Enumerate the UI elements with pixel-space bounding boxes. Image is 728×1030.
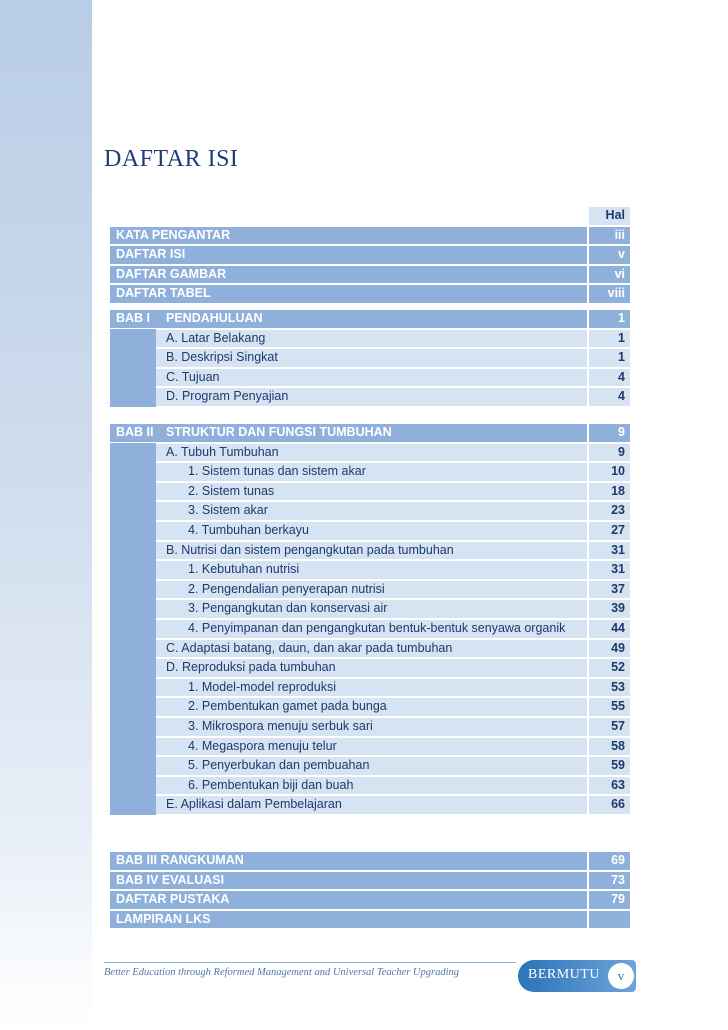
toc-row[interactable]	[110, 387, 630, 407]
toc-page: 18	[589, 483, 630, 501]
toc-label: B. Deskripsi Singkat	[166, 350, 278, 365]
toc-row[interactable]	[110, 717, 630, 737]
toc-label: D. Reproduksi pada tumbuhan	[166, 660, 336, 675]
brand-badge	[518, 960, 636, 992]
chapter-title: PENDAHULUAN	[166, 311, 263, 325]
side-decor-band	[0, 0, 92, 1030]
toc-row[interactable]	[110, 329, 630, 349]
toc-page: viii	[589, 285, 630, 303]
toc-bab2	[110, 423, 630, 815]
toc-row[interactable]	[110, 639, 630, 659]
toc-label: DAFTAR TABEL	[116, 286, 211, 301]
toc-label: KATA PENGANTAR	[116, 227, 231, 242]
toc-label: 2. Sistem tunas	[188, 483, 275, 498]
toc-label: 1. Sistem tunas dan sistem akar	[188, 464, 366, 479]
toc-label: 2. Pengendalian penyerapan nutrisi	[188, 581, 385, 596]
toc-page: 37	[589, 581, 630, 599]
toc-row[interactable]	[110, 580, 630, 600]
toc-row[interactable]	[110, 560, 630, 580]
hal-header-row	[110, 206, 630, 226]
toc-label: 3. Mikrospora menuju serbuk sari	[188, 718, 373, 733]
toc-row[interactable]	[110, 910, 630, 930]
toc-page: 27	[589, 522, 630, 540]
toc-label: DAFTAR PUSTAKA	[116, 892, 230, 907]
toc-row[interactable]	[110, 776, 630, 796]
toc-row[interactable]	[110, 851, 630, 871]
toc-row[interactable]	[110, 462, 630, 482]
toc-label: LAMPIRAN LKS	[116, 911, 211, 926]
toc-page: 4	[589, 388, 630, 406]
toc-label: C. Adaptasi batang, daun, dan akar pada tumbuhan	[166, 640, 453, 655]
toc-row[interactable]	[110, 284, 630, 304]
toc-page: 55	[589, 698, 630, 716]
toc-label: 3. Sistem akar	[188, 503, 268, 518]
toc-back-matter	[110, 851, 630, 929]
toc-page: 73	[589, 872, 630, 890]
toc-row[interactable]	[110, 871, 630, 891]
footer-tagline: Better Education through Reformed Management and Universal Teacher Upgrading	[104, 967, 460, 978]
toc-page: 59	[589, 757, 630, 775]
toc-page: 53	[589, 679, 630, 697]
toc-row[interactable]	[110, 541, 630, 561]
toc-page: 57	[589, 718, 630, 736]
toc-label: 3. Pengangkutan dan konservasi air	[188, 601, 388, 616]
toc-row[interactable]	[110, 368, 630, 388]
toc-row[interactable]	[110, 599, 630, 619]
toc-label: 4. Tumbuhan berkayu	[188, 522, 309, 537]
brand-name: BERMUTU	[528, 967, 600, 982]
toc-front-matter	[110, 206, 630, 304]
toc-row[interactable]	[110, 890, 630, 910]
toc-row[interactable]	[110, 226, 630, 246]
toc-row[interactable]	[110, 265, 630, 285]
toc-label: BAB IV EVALUASI	[116, 872, 225, 887]
toc-page: 4	[589, 369, 630, 387]
page-number: v	[608, 963, 634, 989]
toc-label: D. Program Penyajian	[166, 389, 289, 404]
toc-page: 31	[589, 542, 630, 560]
toc-label: 2. Pembentukan gamet pada bunga	[188, 699, 387, 714]
toc-chapter-row[interactable]	[110, 309, 630, 329]
toc-page: 31	[589, 561, 630, 579]
toc-row[interactable]	[110, 795, 630, 815]
toc-row[interactable]	[110, 482, 630, 502]
toc-label: DAFTAR GAMBAR	[116, 266, 227, 281]
page-title: DAFTAR ISI	[104, 146, 239, 172]
toc-page: 52	[589, 659, 630, 677]
toc-row[interactable]	[110, 658, 630, 678]
toc-page: 23	[589, 502, 630, 520]
toc-page: 49	[589, 640, 630, 658]
toc-page	[589, 911, 630, 929]
chapter-title: STRUKTUR DAN FUNGSI TUMBUHAN	[166, 425, 392, 439]
toc-label: 1. Kebutuhan nutrisi	[188, 562, 300, 577]
toc-row[interactable]	[110, 348, 630, 368]
toc-label: 5. Penyerbukan dan pembuahan	[188, 758, 370, 773]
toc-label: A. Tubuh Tumbuhan	[166, 444, 279, 459]
toc-label: C. Tujuan	[166, 369, 220, 384]
toc-label: 4. Penyimpanan dan pengangkutan bentuk-bentuk senyawa organik	[188, 620, 566, 635]
toc-page: 1	[589, 349, 630, 367]
toc-page: 79	[589, 891, 630, 909]
toc-chapter-row[interactable]	[110, 423, 630, 443]
toc-label: 6. Pembentukan biji dan buah	[188, 777, 354, 792]
hal-label: Hal	[589, 207, 630, 225]
toc-row[interactable]	[110, 678, 630, 698]
toc-row[interactable]	[110, 443, 630, 463]
toc-page: 66	[589, 796, 630, 814]
chapter-number: BAB II	[116, 425, 154, 439]
toc-label: BAB III RANGKUMAN	[116, 853, 244, 867]
toc-label: A. Latar Belakang	[166, 330, 266, 345]
toc-page: 58	[589, 738, 630, 756]
toc-page: 9	[589, 444, 630, 462]
toc-page: vi	[589, 266, 630, 284]
toc-label: E. Aplikasi dalam Pembelajaran	[166, 797, 342, 812]
toc-page: 63	[589, 777, 630, 795]
toc-page: 44	[589, 620, 630, 638]
toc-label: B. Nutrisi dan sistem pengangkutan pada tumbuhan	[166, 542, 454, 557]
toc-label: DAFTAR ISI	[116, 247, 186, 262]
toc-page: 39	[589, 600, 630, 618]
chapter-number: BAB I	[116, 311, 151, 325]
toc-page: iii	[589, 227, 630, 245]
toc-page: 1	[589, 310, 630, 328]
toc-bab1	[110, 309, 630, 407]
toc-page: 69	[589, 852, 630, 870]
toc-page: 10	[589, 463, 630, 481]
footer-divider	[104, 962, 516, 963]
toc-row[interactable]	[110, 521, 630, 541]
toc-row[interactable]	[110, 697, 630, 717]
toc-row[interactable]	[110, 619, 630, 639]
toc-label: 4. Megaspora menuju telur	[188, 738, 337, 753]
toc-label: 1. Model-model reproduksi	[188, 679, 336, 694]
toc-row[interactable]	[110, 245, 630, 265]
toc-page: 1	[589, 330, 630, 348]
toc-row[interactable]	[110, 737, 630, 757]
toc-row[interactable]	[110, 756, 630, 776]
toc-page: 9	[589, 424, 630, 442]
toc-page: v	[589, 246, 630, 264]
toc-row[interactable]	[110, 501, 630, 521]
